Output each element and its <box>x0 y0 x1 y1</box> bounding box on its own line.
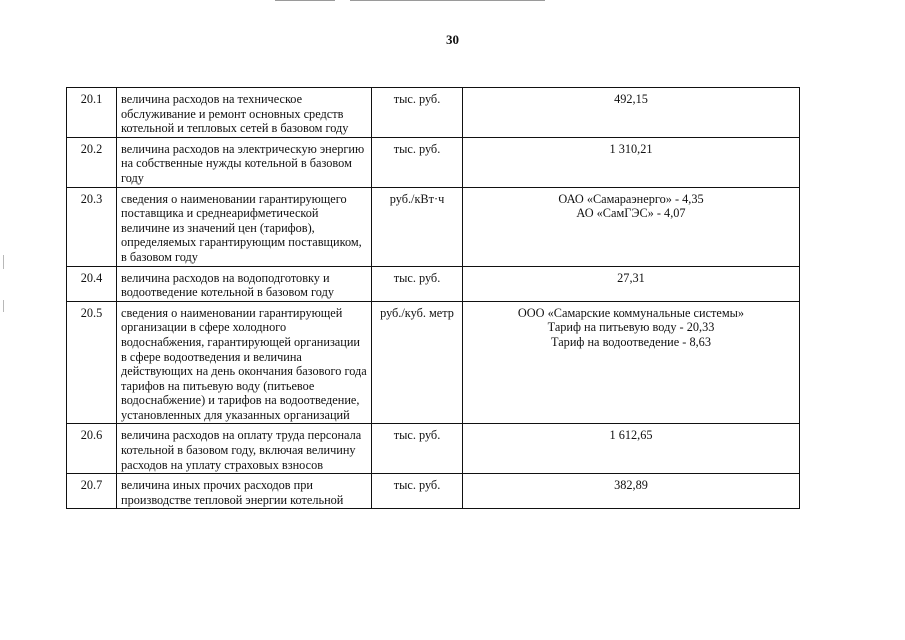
row-description: сведения о наименовании гарантирующего поставщика и среднеарифметической величине из значений цен (тарифов), определяемых гарантирующим поставщиком, в базовом году <box>117 187 372 266</box>
value-line: 1 612,65 <box>609 428 653 443</box>
row-description: величина иных прочих расходов при производстве тепловой энергии котельной <box>117 474 372 509</box>
row-unit: тыс. руб. <box>372 424 463 474</box>
row-number: 20.3 <box>67 187 117 266</box>
row-description: сведения о наименовании гарантирующей организации в сфере холодного водоснабжения, гарантирующей организации в сфере водоотведения и величина действующих на день окончания базового года тарифов на питьевую воду (питьевое водоснабжение) и тарифов на водоотведение, установленных для указанных организаций <box>117 301 372 424</box>
margin-mark <box>3 300 4 312</box>
row-number: 20.1 <box>67 88 117 138</box>
top-edge-rule <box>275 0 335 1</box>
value-line: ОАО «Самараэнерго» - 4,35 <box>558 191 704 206</box>
row-unit: тыс. руб. <box>372 474 463 509</box>
value-line: 382,89 <box>614 478 648 493</box>
table-row <box>67 424 800 474</box>
row-value <box>463 474 800 509</box>
value-line: ООО «Самарские коммунальные системы» <box>517 305 745 320</box>
page-number: 30 <box>446 32 459 47</box>
row-value <box>463 266 800 301</box>
row-number: 20.5 <box>67 301 117 424</box>
value-line: 492,15 <box>614 92 648 106</box>
row-number: 20.7 <box>67 474 117 509</box>
value-line: 27,31 <box>617 270 645 285</box>
row-description: величина расходов на водоподготовку и водоотведение котельной в базовом году <box>117 266 372 301</box>
table-row <box>67 474 800 509</box>
value-line: АО «СамГЭС» - 4,07 <box>576 206 686 221</box>
value-line: Тариф на водоотведение - 8,63 <box>551 334 711 349</box>
row-number: 20.6 <box>67 424 117 474</box>
value-line: Тариф на питьевую воду - 20,33 <box>547 320 715 335</box>
row-unit: тыс. руб. <box>372 266 463 301</box>
indicators-table <box>66 87 800 509</box>
table-row <box>67 301 800 424</box>
row-value <box>463 137 800 187</box>
row-value <box>463 88 800 138</box>
row-unit: тыс. руб. <box>372 88 463 138</box>
value-line: 1 310,21 <box>609 141 653 156</box>
row-value <box>463 424 800 474</box>
table-row <box>67 266 800 301</box>
row-unit: тыс. руб. <box>372 137 463 187</box>
top-edge-rule <box>350 0 545 1</box>
row-number: 20.4 <box>67 266 117 301</box>
row-value <box>463 301 800 424</box>
table-row <box>67 187 800 266</box>
row-number: 20.2 <box>67 137 117 187</box>
row-unit: руб./куб. метр <box>372 301 463 424</box>
row-description: величина расходов на техническое обслуживание и ремонт основных средств котельной и тепловых сетей в базовом году <box>117 88 372 138</box>
row-description: величина расходов на оплату труда персонала котельной в базовом году, включая величину расходов на уплату страховых взносов <box>117 424 372 474</box>
row-unit: руб./кВт·ч <box>372 187 463 266</box>
table-row <box>67 137 800 187</box>
margin-mark <box>3 255 4 269</box>
row-description: величина расходов на электрическую энергию на собственные нужды котельной в базовом году <box>117 137 372 187</box>
row-value <box>463 187 800 266</box>
table-row <box>67 88 800 138</box>
